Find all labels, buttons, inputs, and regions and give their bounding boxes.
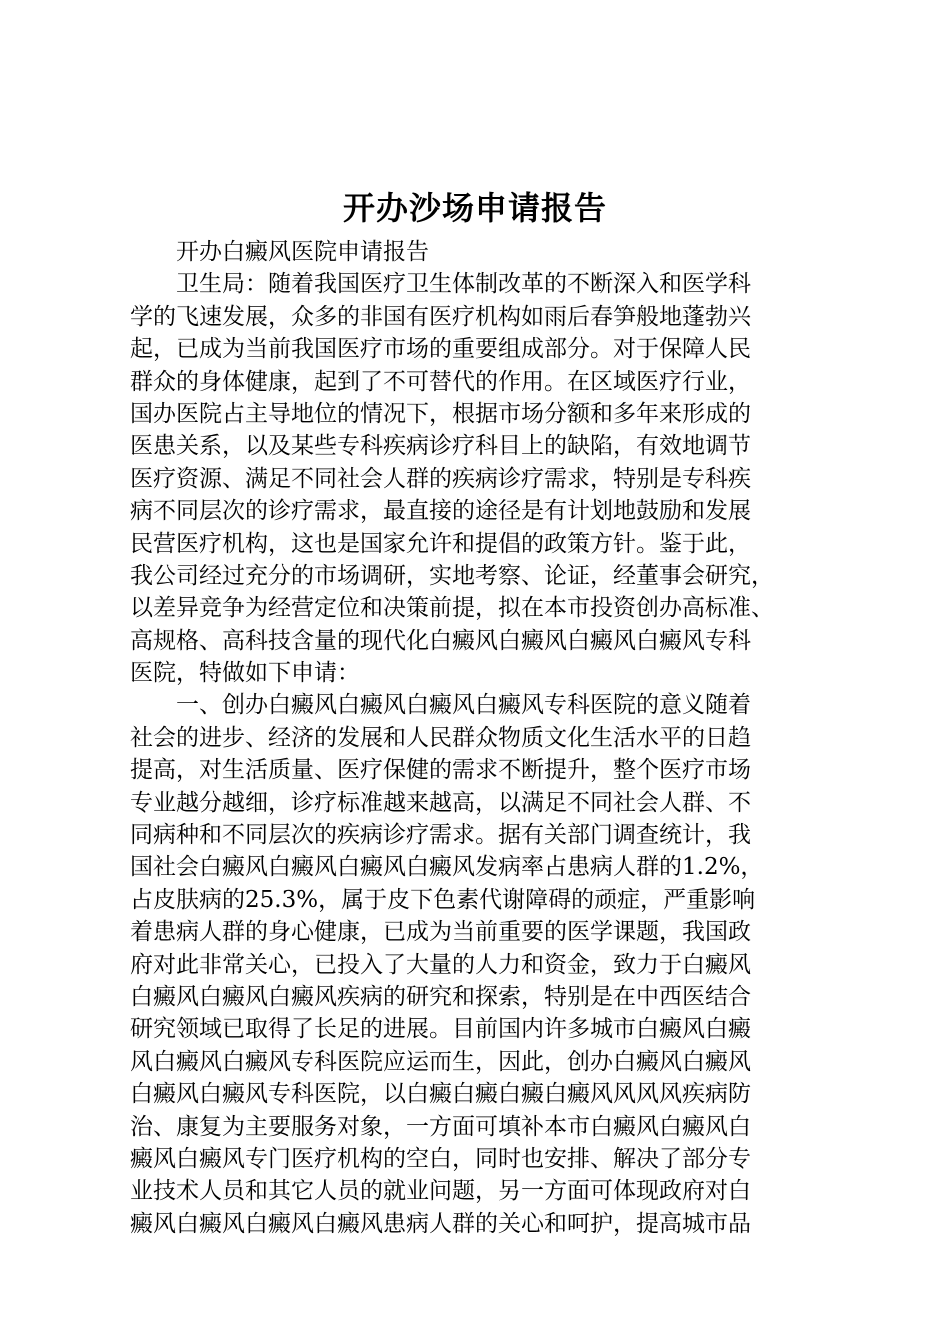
- body-line: 高规格、高科技含量的现代化白癜风白癜风白癜风白癜风专科: [130, 627, 751, 654]
- body-line: 占皮肤病的25.3%，属于皮下色素代谢障碍的顽症，严重影响: [130, 886, 756, 913]
- body-line: 民营医疗机构，这也是国家允许和提倡的政策方针。鉴于此，: [130, 530, 751, 557]
- body-line: 癜风白癜风专门医疗机构的空白，同时也安排、解决了部分专: [130, 1145, 751, 1172]
- document-title: 开办沙场申请报告: [342, 189, 607, 227]
- body-line: 医院，特做如下申请：: [130, 660, 360, 687]
- body-line: 风白癜风白癜风专科医院应运而生，因此，创办白癜风白癜风: [130, 1048, 751, 1075]
- body-line: 白癜风白癜风专科医院，以白癜白癜白癜白癜风风风风疾病防: [130, 1081, 751, 1108]
- body-line: 起，已成为当前我国医疗市场的重要组成部分。对于保障人民: [130, 336, 751, 363]
- body-line: 白癜风白癜风白癜风疾病的研究和探索，特别是在中西医结合: [130, 983, 751, 1010]
- body-line: 专业越分越细，诊疗标准越来越高，以满足不同社会人群、不: [130, 789, 751, 816]
- document-body: [130, 236, 830, 1240]
- body-line: 医患关系，以及某些专科疾病诊疗科目上的缺陷，有效地调节: [130, 433, 751, 460]
- body-line: 卫生局：随着我国医疗卫生体制改革的不断深入和医学科: [176, 271, 751, 298]
- body-line: 同病种和不同层次的疾病诊疗需求。据有关部门调查统计，我: [130, 822, 751, 849]
- body-line: 国办医院占主导地位的情况下，根据市场分额和多年来形成的: [130, 400, 751, 427]
- body-line: 医疗资源、满足不同社会人群的疾病诊疗需求，特别是专科疾: [130, 465, 751, 492]
- body-line: 学的飞速发展，众多的非国有医疗机构如雨后春笋般地蓬勃兴: [130, 303, 751, 330]
- body-line: 着患病人群的身心健康，已成为当前重要的医学课题，我国政: [130, 919, 751, 946]
- body-line: 癜风白癜风白癜风白癜风患病人群的关心和呵护，提高城市品: [130, 1210, 751, 1237]
- body-line: 提高，对生活质量、医疗保健的需求不断提升，整个医疗市场: [130, 757, 751, 784]
- body-line: 府对此非常关心，已投入了大量的人力和资金，致力于白癜风: [130, 951, 751, 978]
- body-line: 以差异竞争为经营定位和决策前提，拟在本市投资创办高标准、: [130, 595, 774, 622]
- body-line: 群众的身体健康，起到了不可替代的作用。在区域医疗行业，: [130, 368, 751, 395]
- body-line: 业技术人员和其它人员的就业问题，另一方面可体现政府对白: [130, 1178, 751, 1205]
- body-line: 治、康复为主要服务对象，一方面可填补本市白癜风白癜风白: [130, 1113, 751, 1140]
- body-line: 国社会白癜风白癜风白癜风白癜风发病率占患病人群的1.2%，: [130, 854, 764, 881]
- body-line: 社会的进步、经济的发展和人民群众物质文化生活水平的日趋: [130, 724, 751, 751]
- subtitle-line: 开办白癜风医院申请报告: [176, 239, 429, 265]
- section-heading-line: 一、创办白癜风白癜风白癜风白癜风专科医院的意义随着: [176, 692, 751, 719]
- body-line: 病不同层次的诊疗需求，最直接的途径是有计划地鼓励和发展: [130, 498, 751, 525]
- body-line: 研究领域已取得了长足的进展。目前国内许多城市白癜风白癜: [130, 1016, 751, 1043]
- body-line: 我公司经过充分的市场调研，实地考察、论证，经董事会研究，: [130, 562, 774, 589]
